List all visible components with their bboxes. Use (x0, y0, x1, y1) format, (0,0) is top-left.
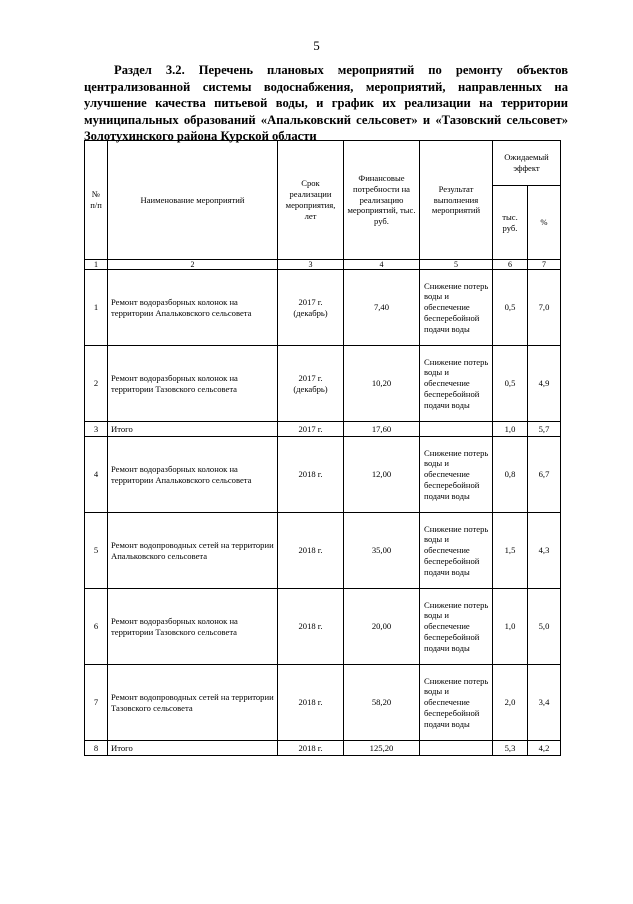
row-name: Ремонт водоразборных колонок на территории Тазовского сельсовета (108, 589, 278, 665)
table-row-total (85, 422, 561, 437)
row-term: 2017 г. (декабрь) (278, 346, 344, 422)
row-effect-pct: 7,0 (528, 270, 561, 346)
row-name: Ремонт водоразборных колонок на территории Тазовского сельсовета (108, 346, 278, 422)
row-name: Ремонт водопроводных сетей на территории Тазовского сельсовета (108, 665, 278, 741)
row-result: Снижение потерь воды и обеспечение бесперебойной подачи воды (420, 513, 493, 589)
column-number: 4 (344, 260, 420, 270)
column-number: 6 (493, 260, 528, 270)
table-row-total (85, 741, 561, 756)
column-number-row (85, 260, 561, 270)
row-num: 8 (85, 741, 108, 756)
row-result: Снижение потерь воды и обеспечение бесперебойной подачи воды (420, 270, 493, 346)
row-term: 2018 г. (278, 437, 344, 513)
row-finance: 125,20 (344, 741, 420, 756)
row-num: 7 (85, 665, 108, 741)
column-number: 7 (528, 260, 561, 270)
row-term: 2018 г. (278, 589, 344, 665)
header-effect-rub: тыс. руб. (493, 186, 528, 260)
row-result: Снижение потерь воды и обеспечение бесперебойной подачи воды (420, 665, 493, 741)
row-term: 2018 г. (278, 741, 344, 756)
row-num: 1 (85, 270, 108, 346)
row-result (420, 422, 493, 437)
activities-table (84, 140, 561, 756)
row-effect-pct: 4,3 (528, 513, 561, 589)
section-title: Раздел 3.2. Перечень плановых мероприятий по ремонту объектов централизованной системы водоснабжения, мероприятий, направленных на улучшение качества питьевой воды, и график их реализации на территории муниципальных образований «Апальковский сельсовет» и «Тазовский сельсовет» Золотухинского района Курской области (84, 63, 568, 143)
row-result: Снижение потерь воды и обеспечение бесперебойной подачи воды (420, 437, 493, 513)
row-effect-rub: 1,0 (493, 422, 528, 437)
header-result: Результат выполнения мероприятий (420, 141, 493, 260)
row-result (420, 741, 493, 756)
column-number: 3 (278, 260, 344, 270)
row-num: 5 (85, 513, 108, 589)
row-finance: 7,40 (344, 270, 420, 346)
row-finance: 20,00 (344, 589, 420, 665)
row-name: Итого (108, 422, 278, 437)
row-num: 3 (85, 422, 108, 437)
row-term: 2018 г. (278, 665, 344, 741)
row-name: Ремонт водопроводных сетей на территории Апальковского сельсовета (108, 513, 278, 589)
row-effect-rub: 5,3 (493, 741, 528, 756)
row-finance: 10,20 (344, 346, 420, 422)
row-effect-rub: 0,5 (493, 346, 528, 422)
table-row (85, 513, 561, 589)
row-effect-rub: 0,8 (493, 437, 528, 513)
row-effect-pct: 5,7 (528, 422, 561, 437)
row-name: Ремонт водоразборных колонок на территории Апальковского сельсовета (108, 270, 278, 346)
row-num: 6 (85, 589, 108, 665)
table-row (85, 437, 561, 513)
table-row (85, 270, 561, 346)
row-effect-pct: 4,2 (528, 741, 561, 756)
table-header-row (85, 141, 561, 186)
table-row (85, 665, 561, 741)
row-effect-pct: 5,0 (528, 589, 561, 665)
row-effect-rub: 1,0 (493, 589, 528, 665)
row-name: Итого (108, 741, 278, 756)
row-finance: 35,00 (344, 513, 420, 589)
row-result: Снижение потерь воды и обеспечение бесперебойной подачи воды (420, 589, 493, 665)
row-term: 2017 г. (декабрь) (278, 270, 344, 346)
row-result: Снижение потерь воды и обеспечение бесперебойной подачи воды (420, 346, 493, 422)
row-finance: 58,20 (344, 665, 420, 741)
row-term: 2018 г. (278, 513, 344, 589)
row-effect-pct: 6,7 (528, 437, 561, 513)
row-effect-rub: 0,5 (493, 270, 528, 346)
row-effect-pct: 4,9 (528, 346, 561, 422)
row-finance: 17,60 (344, 422, 420, 437)
column-number: 5 (420, 260, 493, 270)
table-row (85, 346, 561, 422)
header-finance: Финансовые потребности на реализацию мероприятий, тыс. руб. (344, 141, 420, 260)
column-number: 2 (108, 260, 278, 270)
header-num: № п/п (85, 141, 108, 260)
row-effect-pct: 3,4 (528, 665, 561, 741)
row-num: 2 (85, 346, 108, 422)
page-number: 5 (313, 38, 320, 53)
header-effect-pct: % (528, 186, 561, 260)
row-effect-rub: 2,0 (493, 665, 528, 741)
header-effect: Ожидаемый эффект (493, 141, 561, 186)
row-num: 4 (85, 437, 108, 513)
row-name: Ремонт водоразборных колонок на территории Апальковского сельсовета (108, 437, 278, 513)
column-number: 1 (85, 260, 108, 270)
header-term: Срок реализации мероприятия, лет (278, 141, 344, 260)
row-effect-rub: 1,5 (493, 513, 528, 589)
row-term: 2017 г. (278, 422, 344, 437)
table-row (85, 589, 561, 665)
header-name: Наименование мероприятий (108, 141, 278, 260)
row-finance: 12,00 (344, 437, 420, 513)
